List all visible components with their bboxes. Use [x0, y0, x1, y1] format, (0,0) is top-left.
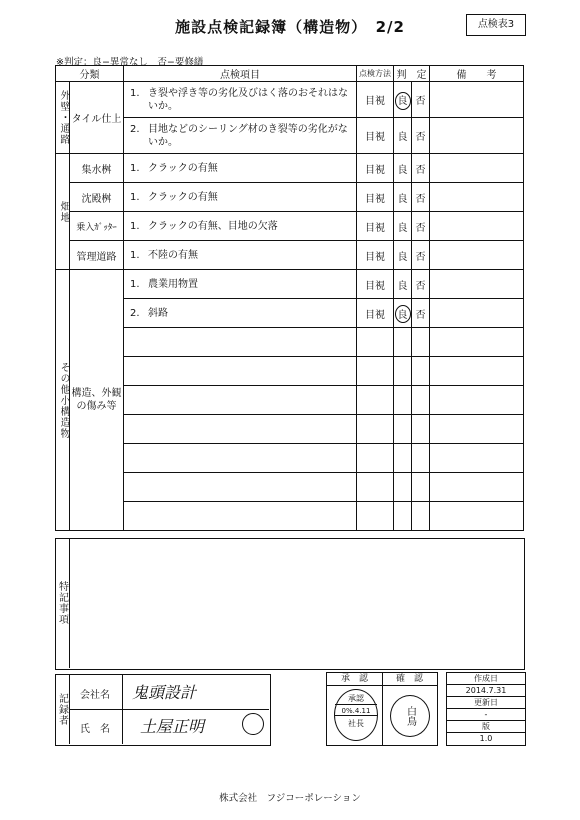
judge-good: 良 [394, 82, 412, 118]
judge-bad: 否 [412, 183, 430, 212]
empty-method [357, 444, 394, 473]
empty-item [124, 328, 357, 357]
method: 目視 [357, 82, 394, 118]
remarks-cell [430, 183, 524, 212]
subcategory: 沈殿桝 [70, 183, 124, 212]
check-item: 1. 不陸の有無 [124, 241, 357, 270]
method: 目視 [357, 183, 394, 212]
name-signature: 土屋正明 [140, 717, 205, 736]
inspection-table [55, 65, 524, 531]
approve-label: 承 認 [340, 674, 368, 684]
empty-item [124, 444, 357, 473]
check-item: 1. 農業用物置 [124, 270, 357, 299]
recorder-divider [122, 674, 123, 744]
empty-judge [394, 328, 412, 357]
confirm-stamp: 白鳥 [390, 695, 430, 737]
empty-judge [412, 444, 430, 473]
judgement-note: ※判定：良−異常なし 否−要修繕 [56, 57, 204, 68]
empty-judge [412, 386, 430, 415]
subcategory: 集水桝 [70, 154, 124, 183]
company-signature: 鬼頭設計 [132, 683, 197, 702]
method: 目視 [357, 212, 394, 241]
subcategory: タイル仕上 [70, 82, 124, 154]
judge-bad: 否 [412, 270, 430, 299]
check-item: 2. 斜路 [124, 299, 357, 328]
empty-item [124, 386, 357, 415]
empty-judge [394, 444, 412, 473]
section-label: 外壁・通路 [56, 82, 70, 154]
sheet-number: 点検表3 [466, 14, 526, 36]
empty-method [357, 386, 394, 415]
version-number: 1.0 [479, 734, 493, 743]
empty-judge [412, 328, 430, 357]
judge-bad: 否 [412, 118, 430, 154]
company-footer: 株式会社 フジコーポレーション [219, 793, 361, 804]
header-category: 分類 [56, 66, 124, 82]
empty-item [124, 415, 357, 444]
judge-bad: 否 [412, 154, 430, 183]
check-item: 1. クラックの有無 [124, 183, 357, 212]
judge-bad: 否 [412, 241, 430, 270]
remarks-cell [430, 357, 524, 386]
method: 目視 [357, 241, 394, 270]
version-label: 版 [447, 721, 525, 733]
empty-item [124, 473, 357, 502]
header-remarks: 備 考 [430, 66, 524, 82]
empty-judge [394, 357, 412, 386]
subcategory: 乗入ｶﾞｯﾀｰ [70, 212, 124, 241]
document-info-box [446, 672, 526, 746]
remarks-cell [430, 154, 524, 183]
check-item: 1. クラックの有無、目地の欠落 [124, 212, 357, 241]
updated-label: 更新日 [447, 697, 525, 709]
judge-good: 良 [394, 154, 412, 183]
empty-method [357, 357, 394, 386]
check-item: 2. 目地などのシーリング材のき裂等の劣化がないか。 [124, 118, 357, 154]
section-label: その他小構造物 [56, 270, 70, 531]
judge-good: 良 [394, 299, 412, 328]
empty-judge [394, 473, 412, 502]
judge-bad: 否 [412, 212, 430, 241]
method: 目視 [357, 118, 394, 154]
page-title: 施設点検記録簿（構造物） 2/2 [175, 18, 405, 36]
remarks-cell [430, 502, 524, 531]
created-date: 2014.7.31 [447, 685, 525, 697]
special-remarks-label: 特記事項 [55, 538, 70, 668]
empty-judge [412, 415, 430, 444]
remarks-cell [430, 270, 524, 299]
judge-good: 良 [394, 241, 412, 270]
method: 目視 [357, 154, 394, 183]
remarks-cell [430, 415, 524, 444]
remarks-cell [430, 444, 524, 473]
recorder-label: 記録者 [55, 674, 70, 744]
updated-date: - [447, 709, 525, 721]
remarks-cell [430, 118, 524, 154]
empty-judge [412, 473, 430, 502]
check-item: 1. クラックの有無 [124, 154, 357, 183]
judge-good: 良 [394, 183, 412, 212]
remarks-cell [430, 328, 524, 357]
remarks-cell [430, 212, 524, 241]
approval-box [326, 672, 438, 746]
judge-good: 良 [394, 118, 412, 154]
company-label: 会社名 [80, 690, 110, 701]
empty-judge [412, 502, 430, 531]
empty-judge [394, 386, 412, 415]
seal-icon [242, 713, 264, 735]
empty-method [357, 502, 394, 531]
method: 目視 [357, 299, 394, 328]
section-label: 畑地 [56, 154, 70, 270]
special-remarks-box [55, 538, 525, 670]
judge-good: 良 [394, 212, 412, 241]
check-item: 1. き裂や浮き等の劣化及びはく落のおそれはないか。 [124, 82, 357, 118]
confirm-label: 確 認 [395, 674, 423, 684]
approval-stamp: 承認 0%.4.11 社長 [334, 689, 378, 741]
header-method: 点検方法 [357, 66, 394, 82]
remarks-cell [430, 82, 524, 118]
empty-method [357, 415, 394, 444]
subcategory: 構造、外観の傷み等 [70, 270, 124, 531]
empty-judge [412, 357, 430, 386]
remarks-cell [430, 386, 524, 415]
remarks-cell [430, 241, 524, 270]
empty-judge [394, 415, 412, 444]
judge-bad: 否 [412, 82, 430, 118]
empty-method [357, 328, 394, 357]
created-label: 作成日 [447, 673, 525, 685]
remarks-cell [430, 473, 524, 502]
name-label: 氏 名 [80, 724, 110, 735]
header-judge: 判 定 [394, 66, 430, 82]
recorder-divider [69, 709, 269, 710]
empty-judge [394, 502, 412, 531]
remarks-cell [430, 299, 524, 328]
empty-method [357, 473, 394, 502]
judge-good: 良 [394, 270, 412, 299]
method: 目視 [357, 270, 394, 299]
judge-bad: 否 [412, 299, 430, 328]
empty-item [124, 357, 357, 386]
subcategory: 管理道路 [70, 241, 124, 270]
empty-item [124, 502, 357, 531]
header-item: 点検項目 [124, 66, 357, 82]
